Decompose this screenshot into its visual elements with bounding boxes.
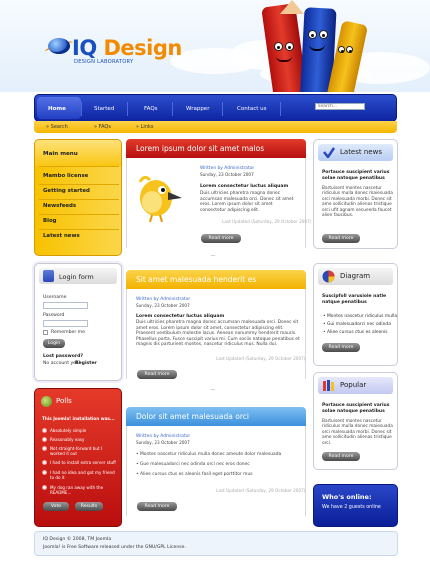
article-bullet: • Aliee cursus ctus es aleonis fasil eget porttitor mus (136, 472, 253, 477)
username-label: Username (43, 295, 67, 300)
subnav-item-faqs[interactable]: » FAQs (94, 124, 111, 130)
logo-iq: IQ (72, 36, 97, 60)
poll-option-label: Absolutely simple (50, 428, 87, 433)
popular-panel (313, 372, 398, 470)
whos-online-panel (313, 484, 398, 527)
poll-option-radio[interactable] (42, 460, 47, 465)
diagram-bullet: • Montes nascetur ridiculus mulla (323, 314, 398, 319)
read-more-button[interactable]: Read more (201, 234, 241, 243)
article-bullet-text: Aliee cursus ctus es aleonis fasil eget porttitor mus (140, 472, 253, 477)
article-headline: Lorem consectetur luctus aliquam (136, 314, 225, 319)
latest-news-panel (313, 139, 398, 249)
diagram-title: Diagram (340, 272, 371, 280)
article-author[interactable]: Written by Administrator (200, 166, 255, 171)
read-more-button[interactable]: Read more (322, 343, 360, 352)
article-bullet: • Montes nascetur ridiculus mulla donec ameute dolor malesuada (136, 452, 282, 457)
article-title[interactable]: Lorem ipsum dolor sit amet malos (126, 139, 306, 158)
remember-me-label: Remember me (51, 330, 85, 335)
books-icon (322, 379, 336, 392)
login-form (34, 263, 122, 381)
menu-item-newsfeeds[interactable]: Newsfeeds (43, 203, 77, 209)
menu-item-getting-started[interactable]: Getting started (43, 188, 90, 194)
poll-option-radio[interactable] (42, 446, 47, 451)
whos-online-title: Who's online: (322, 493, 372, 501)
polls-panel (34, 388, 122, 527)
whos-online-text: We have 2 guests online (322, 505, 381, 510)
eye-icon (338, 46, 345, 53)
login-button[interactable]: Login (43, 339, 65, 348)
diagram-bullet: • Aliee cursus ctus es aleonis (323, 330, 388, 335)
password-field[interactable] (43, 320, 88, 327)
login-form-header (39, 268, 117, 284)
pencil-tip (280, 0, 304, 14)
read-more-button[interactable]: Read more (137, 370, 177, 379)
latest-news-header (318, 144, 393, 161)
subnav-item-links[interactable]: » Links (136, 124, 154, 130)
article-headline: Lorem consectetur luctus aliquam (200, 184, 289, 189)
vote-button[interactable]: Vote (43, 502, 69, 511)
poll-option-label: Not straight-forward but I worked it out (50, 446, 103, 456)
nav-divider (280, 102, 281, 116)
poll-option-radio[interactable] (42, 485, 47, 490)
menu-item-mambo-license[interactable]: Mambo license (43, 173, 89, 179)
poll-option-radio[interactable] (42, 428, 47, 433)
article-date: Sunday, 23 October 2007 (200, 172, 254, 177)
read-more-button[interactable]: Read more (322, 452, 360, 461)
nav-item-home[interactable]: Home (48, 106, 66, 112)
divider-ornament: ~ (210, 252, 216, 260)
search-input[interactable] (315, 103, 365, 110)
latest-news-title: Latest news (340, 148, 382, 156)
poll-option-label: My dog ran away with the README... (50, 485, 104, 495)
diagram-bullet-text: Montes nascetur ridiculus mulla (327, 314, 398, 319)
main-menu-title: Main menu (43, 151, 78, 157)
diagram-bullet: • Gui malesuadorci nec odinda (323, 322, 391, 327)
article-author[interactable]: Written by Administrator (136, 297, 191, 302)
footer-copyright: IQ Design © 2008, TM Joomla (43, 537, 112, 542)
logo-design: Design (103, 36, 182, 60)
poll-option-radio[interactable] (42, 437, 47, 442)
search-placeholder: search... (318, 104, 338, 109)
poll-option-label: I had to install extra server stuff (50, 460, 116, 465)
diagram-panel (313, 263, 398, 366)
main-menu (34, 139, 122, 256)
menu-item-latest-news[interactable]: Latest news (43, 233, 80, 239)
article-bullet: • Gue malesuadorci nec odinda orci nec eros donec (136, 462, 250, 467)
results-button[interactable]: Results (75, 502, 103, 511)
article-text: Duis ultricies pharetra magna donec accumsan malesuada orci. Donec sit amet eros. Lorem ipsum dolor sit amet, consectetur adipiscing elit. Praesent vestibulum molestie lacus. Aenean nonummy hendrerit mauris. Phasellus porta. Fusce suscipit varius mi. Cum sociis natoque penatibus et magnis dis parturient montes, nascetur ridiculus mus. Nulla dui. (136, 320, 300, 348)
popular-heading[interactable]: Portauce suscipient varius solae natoque penatibus (322, 403, 390, 414)
nav-item-faqs[interactable]: FAQs (144, 106, 158, 112)
logo-subtitle: DESIGN LABORATORY (74, 59, 134, 65)
popular-header (318, 377, 393, 394)
menu-item-blog[interactable]: Blog (43, 218, 57, 224)
lost-password-link[interactable]: Lost password? (43, 354, 84, 359)
register-link[interactable]: Register (75, 361, 97, 366)
article-date: Sunday, 23 October 2007 (136, 440, 190, 445)
article-bullet-text: Gue malesuadorci nec odinda orci nec eros donec (140, 462, 250, 467)
divider (39, 184, 119, 185)
popular-title: Popular (340, 381, 367, 389)
diagram-bullet-text: Aliee cursus ctus es aleonis (327, 330, 388, 335)
divider (39, 199, 119, 200)
divider (39, 214, 119, 215)
no-account-text: No account yet? (43, 361, 81, 366)
poll-question: This Joomla! installation was... (42, 416, 115, 421)
user-icon (43, 270, 54, 282)
poll-option-label: I had no idea and got my friend to do it (50, 470, 115, 480)
eye-icon (285, 42, 294, 51)
article-updated: Last Updated (Saturday, 29 October 2007) (216, 356, 306, 361)
article-title[interactable]: Sit amet malesuada henderit es (126, 270, 306, 289)
read-more-button[interactable]: Read more (322, 234, 360, 243)
nav-divider (127, 102, 128, 116)
article-title[interactable]: Dolor sit amet malesuada orci (126, 407, 306, 426)
nav-item-wrapper[interactable]: Wrapper (186, 106, 210, 112)
password-label: Password (43, 313, 65, 318)
checkmark-icon (323, 147, 335, 158)
nav-item-contact[interactable]: Contact us (237, 106, 267, 112)
sub-navigation (34, 121, 397, 133)
polls-icon (41, 396, 52, 407)
divider (39, 166, 119, 167)
footer-license: Joomla! is Free Software released under the GNU/GPL License. (43, 545, 186, 550)
subnav-item-search[interactable]: » Search (46, 124, 68, 130)
poll-option-label: Reasonably easy (50, 437, 85, 442)
logo-globe-icon[interactable] (48, 38, 70, 54)
poll-option-radio[interactable] (42, 470, 47, 475)
diagram-heading[interactable]: Suscipfoll varusiole natle natque penatibus (322, 294, 387, 305)
remember-me-checkbox[interactable] (43, 330, 48, 335)
nav-divider (222, 102, 223, 116)
eye-icon (274, 42, 283, 51)
nav-item-started[interactable]: Started (94, 106, 115, 112)
eye-icon (346, 46, 353, 53)
article-updated: Last Updated (Saturday, 29 October 2007) (216, 488, 306, 493)
nav-divider (81, 102, 82, 116)
site-logo[interactable] (72, 36, 182, 60)
polls-title: Polls (56, 397, 72, 405)
article-text: Duis ultricies pharetra magna donec accumsan malesuada orci. Donec sit amet eros. Lorem ipsum dolor sit amet consectetur adipiscing elit. (200, 191, 294, 213)
diagram-header (318, 268, 393, 285)
eye-icon (308, 30, 317, 39)
login-form-title: Login form (59, 273, 94, 281)
eye-icon (319, 30, 328, 39)
latest-news-text: Bartuisent montes nascetur ridiculus mulla donec maiesuada orci malesuada morbi. Donec sit ame sollicitudin alienas tristique orci ufit agnam secuenda faucet alien faucibus. (322, 186, 393, 219)
latest-news-heading[interactable]: Portauce suscipient varius solae natoque penatibus (322, 170, 390, 181)
diagram-bullet-text: Gui malesuadorci nec odinda (327, 322, 391, 327)
pie-chart-icon (322, 270, 335, 283)
read-more-button[interactable]: Read more (137, 502, 177, 511)
article-date: Sunday, 23 October 2007 (136, 303, 190, 308)
divider-ornament: ~ (210, 386, 216, 394)
article-updated: Last Updated (Saturday, 29 October 2007) (222, 219, 312, 224)
nav-divider (172, 102, 173, 116)
site-footer (34, 531, 398, 556)
article-bullet-text: Montes nascetur ridiculus mulla donec ameute dolor malesuada (140, 452, 282, 457)
bird-illustration (130, 168, 186, 224)
popular-text: Bartuisent montes nascetur ridiculus mulla donec maiesuada orci malesuada morbi. Donec sit ame sollicitudin alienas tristique orci. (322, 419, 393, 446)
username-field[interactable] (43, 302, 88, 309)
divider (39, 229, 119, 230)
article-author[interactable]: Written by Administrator (136, 434, 191, 439)
